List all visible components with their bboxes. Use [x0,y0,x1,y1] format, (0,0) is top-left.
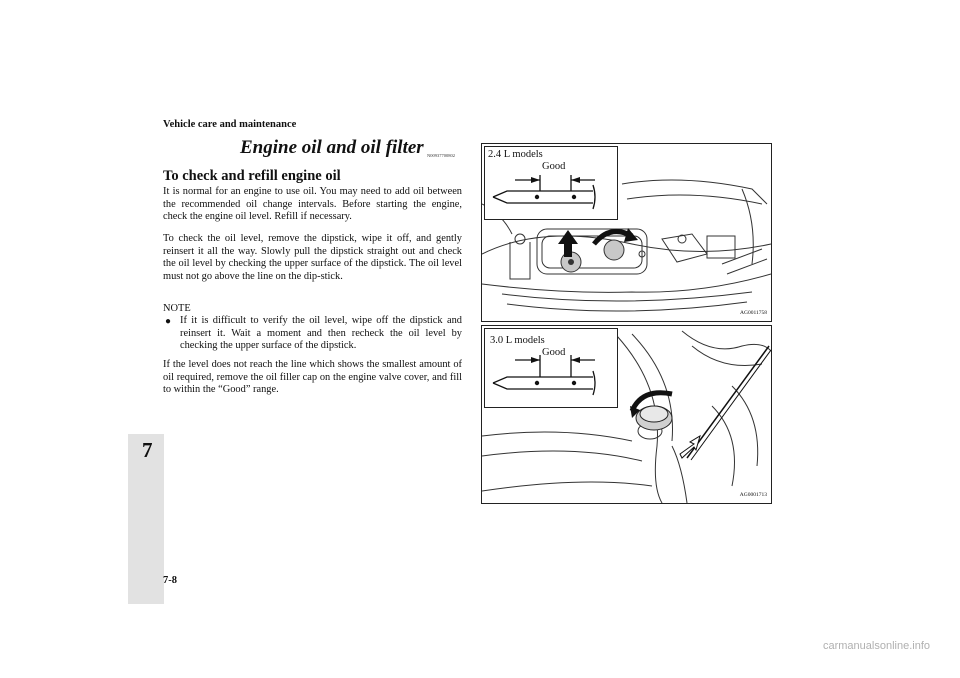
dipstick-inset [484,328,618,408]
dipstick-inset [484,146,618,220]
note-bullet: ● [165,316,172,327]
range-label: Good [542,347,566,358]
footer-watermark: carmanualsonline.info [822,640,930,652]
page-number: 7-8 [163,575,177,586]
note-text: If it is difficult to verify the oil level, wipe off the dipstick and reinsert it. Wait a moment and then recheck the oil level by checking the upper surface of the dipstick. [180,315,462,352]
title-code: N00937700802 [427,153,455,158]
figure-code: AG0011758 [740,310,767,316]
section-header: Vehicle care and maintenance [163,119,297,130]
range-label: Good [542,161,566,172]
note-label: NOTE [163,303,191,314]
paragraph: If the level does not reach the line which shows the smallest amount of oil required, remove the oil filler cap on the engine valve cover, and fill to within the “Good” range. [163,359,462,396]
figure-3-0l-engine [481,325,772,504]
page-title: Engine oil and oil filter [240,137,424,158]
paragraph: It is normal for an engine to use oil. You may need to add oil between the recommended oil change intervals. Before starting the engine, check the engine oil level. Refill if necessary. [163,186,462,223]
figure-2-4l-engine [481,143,772,322]
chapter-number: 7 [142,438,153,462]
paragraph: To check the oil level, remove the dipstick, wipe it off, and gently reinsert it all the way. Slowly pull the dipstick straight out and check the oil level by checking the upper surface of the dipstick. The oil level must not go above the line on the dip-stick. [163,233,462,283]
model-label: 3.0 L models [490,335,545,346]
subheading: To check and refill engine oil [163,168,341,184]
model-label: 2.4 L models [488,149,543,160]
figure-code: AG0001713 [739,492,767,498]
